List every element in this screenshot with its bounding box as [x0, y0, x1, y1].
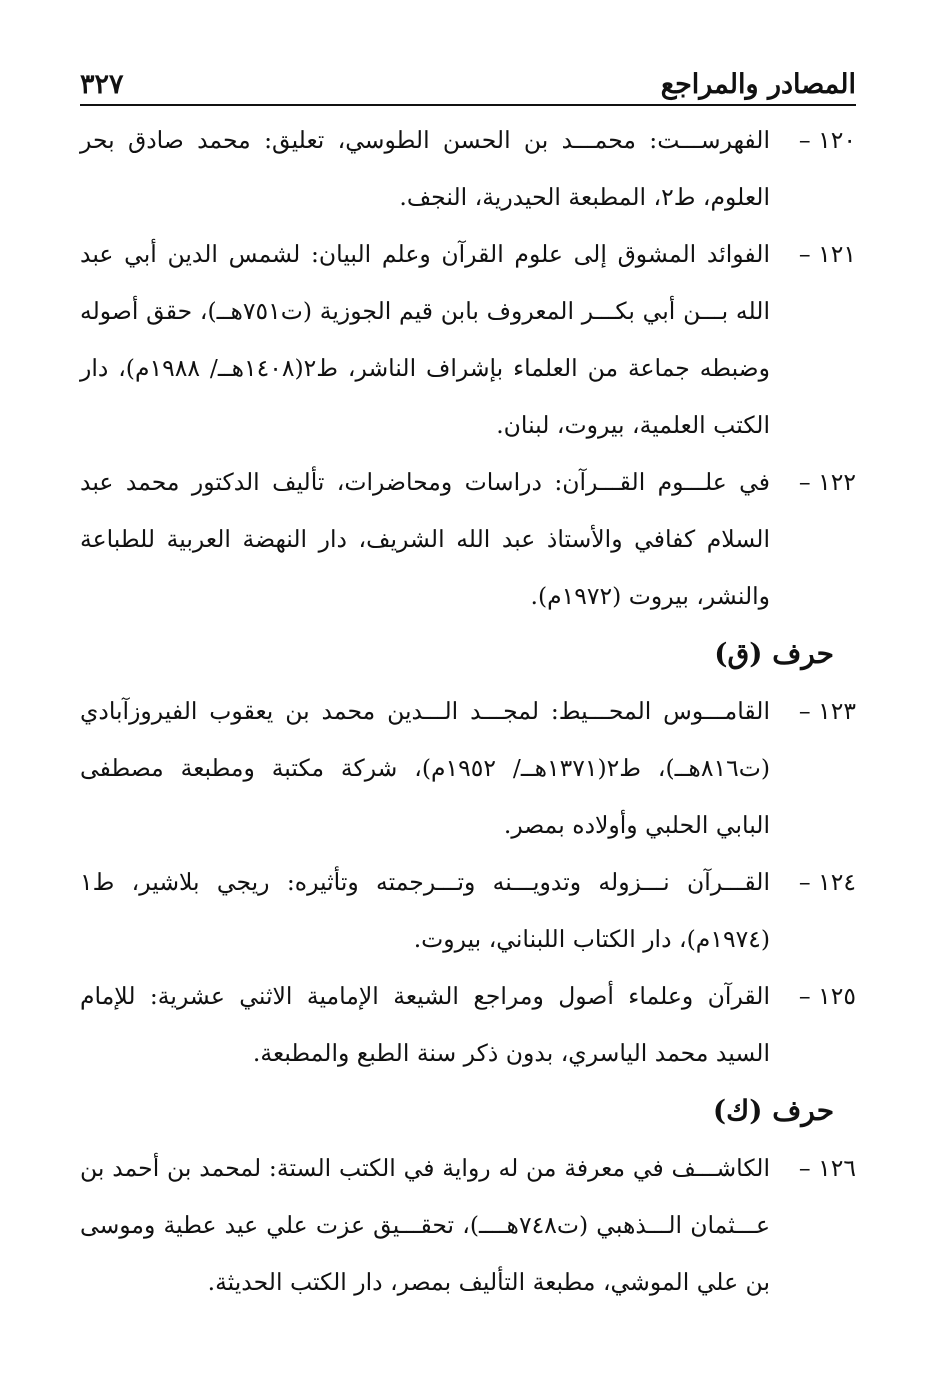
- entry-number: ١٢٤ –: [798, 868, 856, 896]
- reference-entry-120: [80, 112, 856, 226]
- entry-text: الكاشـــف في معرفة من له رواية في الكتب الستة: لمحمد بن أحمد بن عـــثمان الـــذهبي (ت٧٤٨هــــ)، تحقـــيق عزت علي عيد عطية وموسى بن علي الموشي، مطبعة التأليف بمصر، دار الكتب الحديثة.: [80, 1154, 770, 1296]
- section-heading-qaf: حرف (ق): [714, 637, 834, 670]
- page-number: ٣٢٧: [80, 69, 124, 100]
- entry-number: ١٢٢ –: [798, 468, 856, 496]
- entry-number: ١٢١ –: [798, 240, 856, 268]
- entry-text: القامـــوس المحـــيط: لمجـــد الـــدين محمد بن يعقوب الفيروزآبادي (ت٨١٦هــ)، ط٢(١٣٧١هــ/ ١٩٥٢م)، شركة مكتبة ومطبعة مصطفى البابي الحلبي وأولاده بمصر.: [80, 697, 770, 839]
- section-heading-kaf: حرف (ك): [712, 1094, 834, 1127]
- entry-number: ١٢٥ –: [798, 982, 856, 1010]
- reference-entry-125: [80, 968, 856, 1082]
- entry-number: ١٢٠ –: [798, 126, 856, 154]
- reference-entry-124: [80, 854, 856, 968]
- running-title: المصادر والمراجع: [660, 69, 856, 100]
- references-list: [80, 112, 856, 1311]
- entry-text: القرآن وعلماء أصول ومراجع الشيعة الإمامية الاثني عشرية: للإمام السيد محمد الياسري، بدون ذكر سنة الطبع والمطبعة.: [80, 982, 770, 1067]
- entry-text: الفهرســـت: محمـــد بن الحسن الطوسي، تعليق: محمد صادق بحر العلوم، ط٢، المطبعة الحيدرية، النجف.: [80, 126, 770, 211]
- reference-entry-123: [80, 683, 856, 854]
- entry-number: ١٢٣ –: [798, 697, 856, 725]
- entry-number: ١٢٦ –: [798, 1154, 856, 1182]
- entry-text: القـــرآن نـــزوله وتدويـــنه وتـــرجمته وتأثيره: ريجي بلاشير، ط١ (١٩٧٤م)، دار الكتاب اللبناني، بيروت.: [80, 868, 770, 953]
- entry-text: في علـــوم القـــرآن: دراسات ومحاضرات، تأليف الدكتور محمد عبد السلام كفافي والأستاذ عبد الله الشريف، دار النهضة العربية للطباعة والنشر، بيروت (١٩٧٢م).: [80, 468, 770, 610]
- entry-text: الفوائد المشوق إلى علوم القرآن وعلم البيان: لشمس الدين أبي عبد الله بـــن أبي بكـــر المعروف بابن قيم الجوزية (ت٧٥١هــ)، حقق أصوله وضبطه جماعة من العلماء بإشراف الناشر، ط٢(١٤٠٨هــ/ ١٩٨٨م)، دار الكتب العلمية، بيروت، لبنان.: [80, 240, 770, 439]
- page-header: [80, 58, 856, 106]
- reference-entry-121: [80, 226, 856, 454]
- reference-entry-126: [80, 1140, 856, 1311]
- reference-entry-122: [80, 454, 856, 625]
